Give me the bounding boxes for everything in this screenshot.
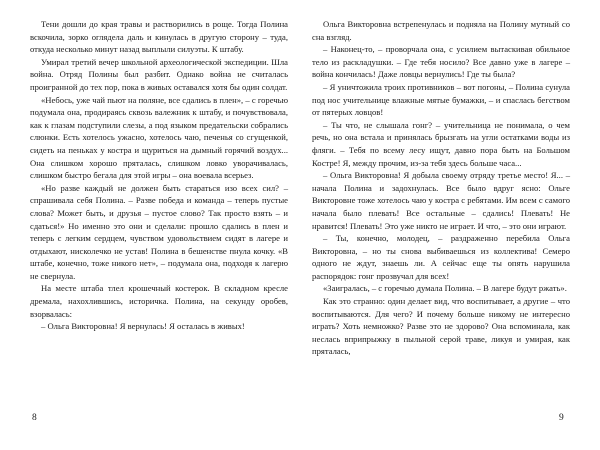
left-paragraph: – Ольга Викторовна! Я вернулась! Я осталась в живых!	[41, 321, 245, 332]
left-paragraph: Умирал третий вечер школьной археологической экспедиции. Шла война. Отряд Полины был разбит. Однако война не считалась проигранной до тех пор, пока в живых оставался хотя бы один солдат.	[30, 56, 288, 92]
right-paragraph: – Наконец-то, – проворчала она, с усилием вытаскивая обильное тело из раскладушки. – Где тебя носило? Все давно уже в лагере – война кончилась! Даже ловцы вернулись! Где ты была?	[312, 44, 570, 80]
left-page-text	[30, 18, 288, 333]
right-paragraph: – Ольга Викторовна! Я добыла своему отряду третье место! Я... – начала Полина и задохнулась. Все было вдруг ясно: Ольге Викторовне тоже хотелось чаю у костра с ребятами. Им всем с самого начала было плевать! Все остальные – сдались! Плевать! Не нравится! Плевать! Это уже никто не играет. И что, – это они играют.	[312, 170, 570, 231]
left-paragraph: «Но разве каждый не должен быть стараться изо всех сил? – спрашивала себя Полина. – Разве победа и команда – теперь пустые слова? Может быть, и друзья – пустое слово? Так просто взять – и сдаться!» Но именно это они и сделали: прошло сдались в плен и теперь с легким сердцем, чувством удовольствием сидят в лагере и отдыхают, нисколечко не устав! Полина в бешенстве пнула кочку. «В штабе, конечно, тоже никого нет», – подумала она, подходя к лагерю не свернула.	[30, 182, 288, 281]
right-paragraph: Как это странно: один делает вид, что воспитывает, а другие – что воспитываются. Для чего? И почему больше никому не интересно играть? Хоть немножко? Разве это не здорово? Она вспоминала, как неслась вприпрыжку в пыльной серой траве, ликуя и умирая, как пряталась,	[312, 296, 570, 357]
right-paragraph: Ольга Викторовна встрепенулась и подняла на Полину мутный со сна взгляд.	[312, 19, 570, 42]
right-paragraph: – Я уничтожила троих противников – вот погоны, – Полина сунула под нос учительнице влажные мятые бумажки, – и спаслась бегством от пятерых ловцов!	[312, 81, 570, 118]
left-paragraph: На месте штаба тлел крошечный костерок. В складном кресле дремала, нахохлившись, историчка. Полина, на секунду оробев, взорвалась:	[30, 283, 288, 319]
right-paragraph: – Ты, конечно, молодец, – раздраженно перебила Ольга Викторовна, – но ты снова выбиваешься из коллектива! Семеро одного не ждут, знаешь ли. А сейчас еще ты опять нарушила распорядок: гонг прозвучал для всех!	[312, 233, 570, 281]
right-paragraph: «Заигралась, – с горечью думала Полина. – В лагере будут ржать».	[323, 283, 567, 294]
right-page-number: 9	[559, 413, 564, 423]
right-paragraph: – Ты что, не слышала гонг? – учительница не понимала, о чем речь, но она встала и принялась брызгать на угли остатками воды из фляги. – Тебя по всему лесу ищут, давно пора быть на Большом Костре! Я, между прочим, из-за тебя здесь больше часа...	[312, 119, 570, 168]
left-page-number: 8	[32, 413, 37, 423]
left-paragraph: «Небось, уже чай пьют на поляне, все сдались в плен», – с горечью подумала она, продираясь сквозь валежник к штабу, и почувствовала, как к глазам подступили слезы, а под языком предательски собрались слюнки. Есть хотелось ужасно, хотелось чаю, печенья со сгущенкой, сидеть на пеньках у костра и щуриться на дымный горячий воздух... Она слишком хорошо пряталась, слишком ловко уворачивалась, слишком быстро бегала для этой игры – она воевала всерьез.	[30, 94, 288, 181]
right-page-text	[312, 18, 570, 358]
left-paragraph: Тени дошли до края травы и растворились в роще. Тогда Полина вскочила, зорко оглядела даль и кинулась в другую сторону – туда, откуда несколько минут назад выплыли силуэты. К штабу.	[30, 19, 288, 55]
